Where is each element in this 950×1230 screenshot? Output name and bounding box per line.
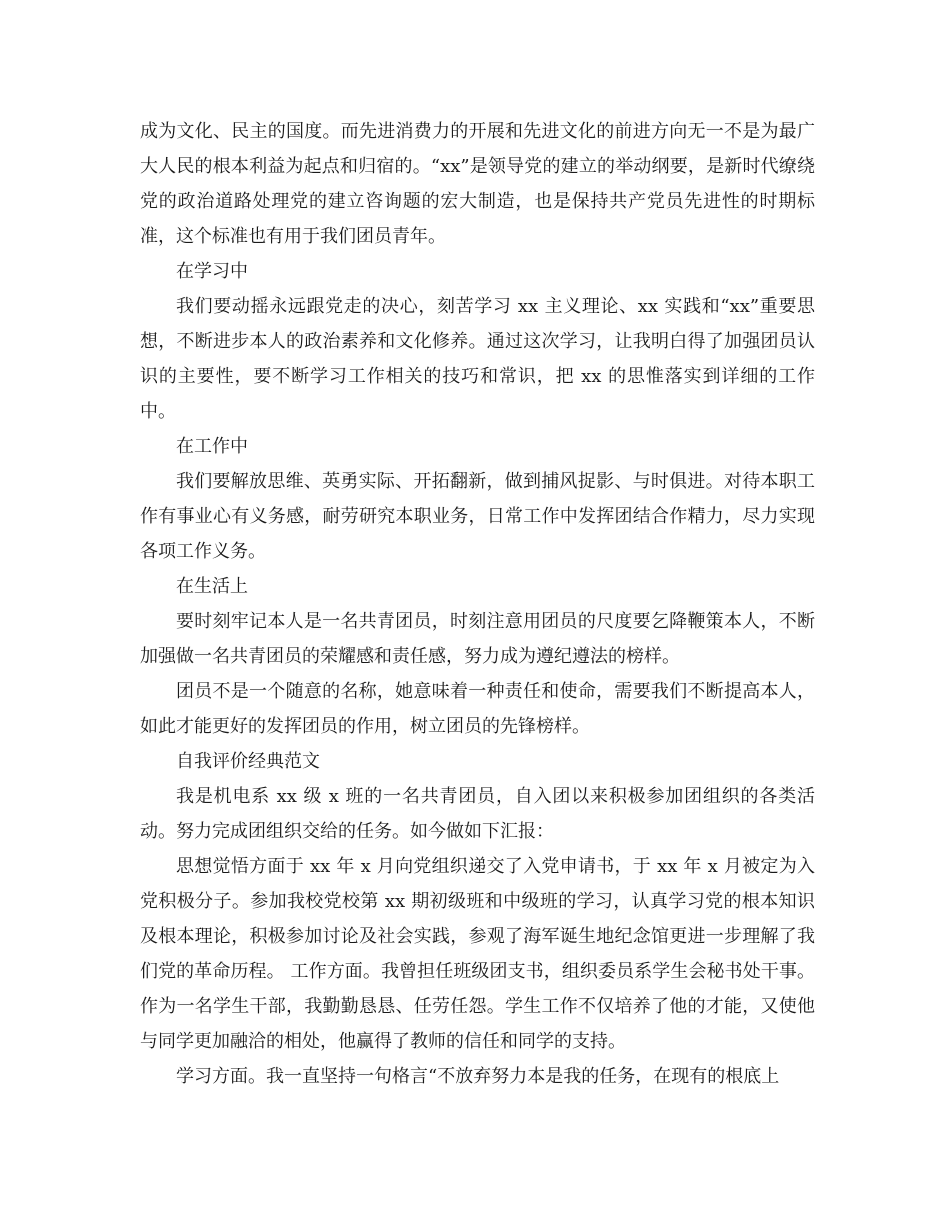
paragraph-study-aspect: 学习方面。我一直坚持一句格言“不放弃努力本是我的任务，在现有的根底上	[176, 1066, 780, 1087]
section-heading-work: 在工作中	[176, 436, 248, 457]
paragraph-intro: 成为文化、民主的国度。而先进消费力的开展和先进文化的前进方向无一不是为最广大人民的根本利益为起点和归宿的。“xx”是领导党的建立的举动纲要，是新时代缭绕党的政治道路处理党的建立咨询题的宏大制造，也是保持共产党员先进性的时期标准，这个标准也有用于我们团员青年。	[140, 121, 815, 247]
document-body	[140, 114, 815, 1094]
section-heading-study: 在学习中	[176, 261, 248, 282]
paragraph-member: 团员不是一个随意的名称，她意味着一种责任和使命，需要我们不断提高本人，如此才能更好的发挥团员的作用，树立团员的先锋榜样。	[140, 681, 815, 737]
paragraph-work: 我们要解放思维、英勇实际、开拓翻新，做到捕风捉影、与时俱进。对待本职工作有事业心有义务感，耐劳研究本职业务，日常工作中发挥团结合作精力，尽力实现各项工作义务。	[140, 471, 815, 562]
paragraph-life: 要时刻牢记本人是一名共青团员，时刻注意用团员的尺度要乞降鞭策本人，不断加强做一名共青团员的荣耀感和责任感，努力成为遵纪遵法的榜样。	[140, 611, 815, 667]
section-heading-self-evaluation: 自我评价经典范文	[176, 751, 320, 772]
paragraph-self-intro: 我是机电系 xx 级 x 班的一名共青团员，自入团以来积极参加团组织的各类活动。努力完成团组织交给的任务。如今做如下汇报：	[140, 786, 815, 842]
section-heading-life: 在生活上	[176, 576, 248, 597]
paragraph-thought-and-work: 思想觉悟方面于 xx 年 x 月向党组织递交了入党申请书，于 xx 年 x 月被定为入党积极分子。参加我校党校第 xx 期初级班和中级班的学习，认真学习党的根本知识及根本理论，积极参加讨论及社会实践，参观了海军诞生地纪念馆更进一步理解了我们党的革命历程。 工作方面。我曾担任班级团支书，组织委员系学生会秘书处干事。作为一名学生干部，我勤勤恳恳、任劳任怨。学生工作不仅培养了他的才能，又使他与同学更加融洽的相处，他赢得了教师的信任和同学的支持。	[140, 856, 815, 1052]
paragraph-study: 我们要动摇永远跟党走的决心，刻苦学习 xx 主义理论、xx 实践和“xx”重要思想，不断进步本人的政治素养和文化修养。通过这次学习，让我明白得了加强团员认识的主要性，要不断学习工作相关的技巧和常识，把 xx 的思惟落实到详细的工作中。	[140, 296, 815, 422]
